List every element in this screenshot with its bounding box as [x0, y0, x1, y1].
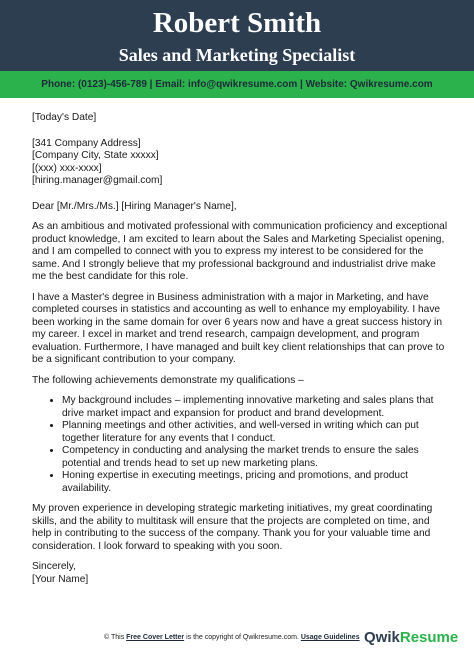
contact-info: Phone: (0123)-456-789 | Email: info@qwikresume.com | Website: Qwikresume.com — [41, 79, 433, 90]
list-item: • Planning meetings and other activities, and well-versed in writing which can put together literature for any events that I conduct. — [62, 420, 448, 445]
address-line: [341 Company Address] — [32, 137, 141, 149]
footer — [0, 628, 474, 648]
list-item: • Competency in conducting and analysing the market trends to ensure the sales potential and trends head to set up new marketing plans. — [62, 445, 448, 470]
letter-body — [32, 112, 448, 586]
usage-guidelines-link[interactable]: Usage Guidelines — [300, 634, 360, 641]
applicant-name: Robert Smith — [152, 7, 322, 39]
paragraph-background: I have a Master's degree in Business administration with a major in Marketing, and have completed courses in statistics and accounting as well to enhance my employability. I have been working in the same domain for over 6 years now and have a great success history in my career. I excel in market and trend research, campaign development, and program evaluation. Furthermore, I have managed and built key client relationships that can prove to be a significant contribution to your company. — [32, 291, 445, 365]
achievement-list — [32, 395, 448, 495]
logo-qwik: Qwik — [364, 629, 400, 646]
address-line: [hiring.manager@gmail.com] — [32, 175, 163, 186]
copyright-prefix: © This — [104, 634, 127, 641]
copyright-note — [104, 634, 360, 641]
letter-date: [Today's Date] — [32, 112, 97, 123]
qwikresume-logo — [364, 629, 458, 646]
free-cover-letter-link[interactable]: Free Cover Letter — [126, 634, 185, 641]
logo-resume: Resume — [399, 629, 459, 646]
signature: [Your Name] — [32, 573, 89, 585]
list-intro: The following achievements demonstrate my qualifications – — [32, 374, 304, 386]
paragraph-intro: As an ambitious and motivated professional with communication proficiency and exceptional product knowledge, I am excited to learn about the Sales and Marketing Specialist opening, and I am compelled to connect with you to express my interest to be considered for the same. And I strongly believe that my professional background and industrialist drive make me the best candidate for this role. — [32, 221, 448, 282]
salutation: Dear [Mr./Mrs./Ms.] [Hiring Manager's Name], — [32, 200, 237, 212]
address-line: [Company City, State xxxxx] — [32, 150, 159, 161]
closing: Sincerely, — [32, 561, 76, 572]
address-line: [(xxx) xxx-xxxx] — [32, 162, 102, 174]
copyright-middle: is the copyright of Qwikresume.com. — [184, 634, 301, 641]
contact-bar — [0, 71, 474, 98]
job-title: Sales and Marketing Specialist — [118, 45, 356, 65]
paragraph-closing: My proven experience in developing strategic marketing initiatives, my great coordinating skills, and the ability to multitask will ensure that the projects are completed on time, and help in contributing to the success of the company. Thank you for your valuable time and consideration. I look forward to speaking with you soon. — [32, 503, 433, 552]
header-banner — [0, 0, 474, 71]
list-item: • My background includes – implementing innovative marketing and sales plans that drive market impact and expansion for product and brand development. — [62, 395, 448, 420]
list-item: • Honing expertise in executing meetings, pricing and promotions, and product availability. — [62, 470, 448, 495]
